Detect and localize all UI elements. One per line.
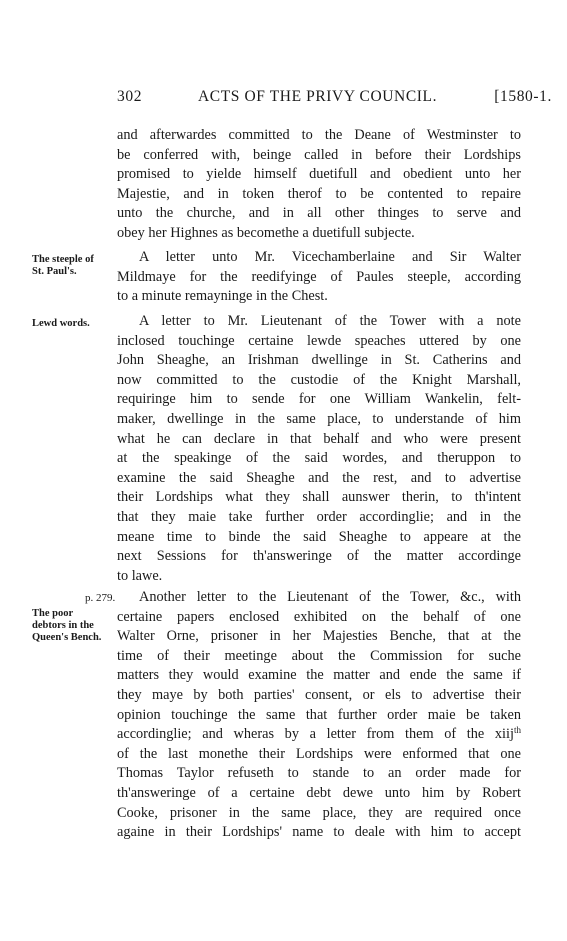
text-line: obey her Highnes as becomethe a duetifull subjecte. — [117, 224, 415, 241]
text-line: Majestie, and in token therof to be contented to repaire — [117, 185, 521, 202]
text-line: to lawe. — [117, 567, 163, 584]
text-line: John Sheaghe, an Irishman dwellinge in St. Catherins and — [117, 352, 521, 369]
text-line: at the speakinge of the said wordes, and theruppon to — [117, 450, 521, 467]
margin-note-line: The poor — [32, 608, 74, 619]
paragraph-poor-debtors-letter — [117, 588, 521, 843]
text-line: they maye by both parties' consent, or els to advertise their — [117, 686, 521, 703]
text-line: time of their meetinge about the Commission for suche — [117, 647, 521, 664]
text-line: next Sessions for th'answeringe of the matter accordinge — [117, 548, 521, 565]
page-number: 302 — [117, 88, 143, 105]
text-line: to a minute remayninge in the Chest. — [117, 288, 328, 305]
text-line: A letter to Mr. Lieutenant of the Tower with a note — [139, 313, 521, 329]
text-line: Thomas Taylor refuseth to stande to an order made for — [117, 765, 521, 782]
text-line: of the last monethe their Lordships were enformed that one — [117, 745, 521, 762]
text-line: their Lordships what they shall aunswer therin, to th'intent — [117, 489, 521, 506]
text-line: maker, dwellinge in the same place, to understande of him — [117, 410, 521, 427]
running-header — [112, 88, 552, 110]
text-line: Cooke, prisoner in the same place, they are required once — [117, 804, 521, 821]
text-line: matters they would examine the matter and ende the same if — [117, 667, 521, 684]
paragraph-lewd-words-letter — [117, 312, 521, 586]
margin-note-poor-debtors — [32, 608, 122, 644]
margin-note-steeple — [32, 254, 122, 278]
paragraph-continuation — [117, 126, 521, 244]
running-title: ACTS OF THE PRIVY COUNCIL. — [198, 88, 438, 105]
margin-note-line: debtors in the — [32, 620, 94, 631]
text-line: requiringe him to sende for one William Wankelin, felt- — [117, 391, 521, 408]
text-line-body: accordinglie; and wheras by a letter from them of the xiij — [117, 726, 514, 743]
text-line: opinion touchinge the same that further order maie be taken — [117, 706, 521, 723]
text-line-with-superscript — [117, 725, 521, 745]
text-line: th'answeringe of a certaine debt dewe unto him by Robert — [117, 784, 521, 801]
text-line: and afterwardes committed to the Deane of Westminster to — [117, 127, 521, 143]
text-line: certaine papers enclosed exhibited on the behalf of one — [117, 608, 521, 625]
margin-note-line: Lewd words. — [32, 318, 90, 329]
text-line: Walter Orne, prisoner in her Majesties Benche, that at the — [117, 628, 521, 645]
superscript: th — [513, 725, 521, 736]
text-line: be conferred with, beinge called in before their Lordships — [117, 146, 521, 163]
margin-note-line: Queen's Bench. — [32, 632, 102, 643]
text-line: againe in their Lordships' name to deale with him to accept — [117, 824, 521, 841]
text-line: promised to yielde himself duetifull and obedient unto her — [117, 166, 521, 183]
margin-note-line: St. Paul's. — [32, 266, 77, 277]
text-line: Another letter to the Lieutenant of the Tower, &c., with — [139, 589, 521, 605]
text-line: unto the churche, and in all other thinges to serve and — [117, 205, 521, 222]
text-line: Mildmaye for the reedifyinge of Paules steeple, according — [117, 268, 521, 285]
page-reference-text: p. 279. — [85, 592, 116, 604]
margin-note-line: The steeple of — [32, 254, 94, 265]
text-line: examine the said Sheaghe and the rest, and to advertise — [117, 469, 521, 486]
text-line: now committed to the custodie of the Knight Marshall, — [117, 371, 521, 388]
margin-note-lewd-words — [32, 318, 122, 330]
text-line: that they maie take further order accordinglie; and in the — [117, 508, 521, 525]
text-line: inclosed touchinge certaine lewde speaches uttered by one — [117, 332, 521, 349]
year-range: [1580-1. — [494, 88, 552, 105]
paragraph-steeple-letter — [117, 248, 521, 307]
text-line: meane time to binde the said Sheaghe to appeare at the — [117, 528, 521, 545]
text-line: what he can declare in that behalf and who were present — [117, 430, 521, 447]
text-line: A letter unto Mr. Vicechamberlaine and Sir Walter — [139, 249, 521, 265]
